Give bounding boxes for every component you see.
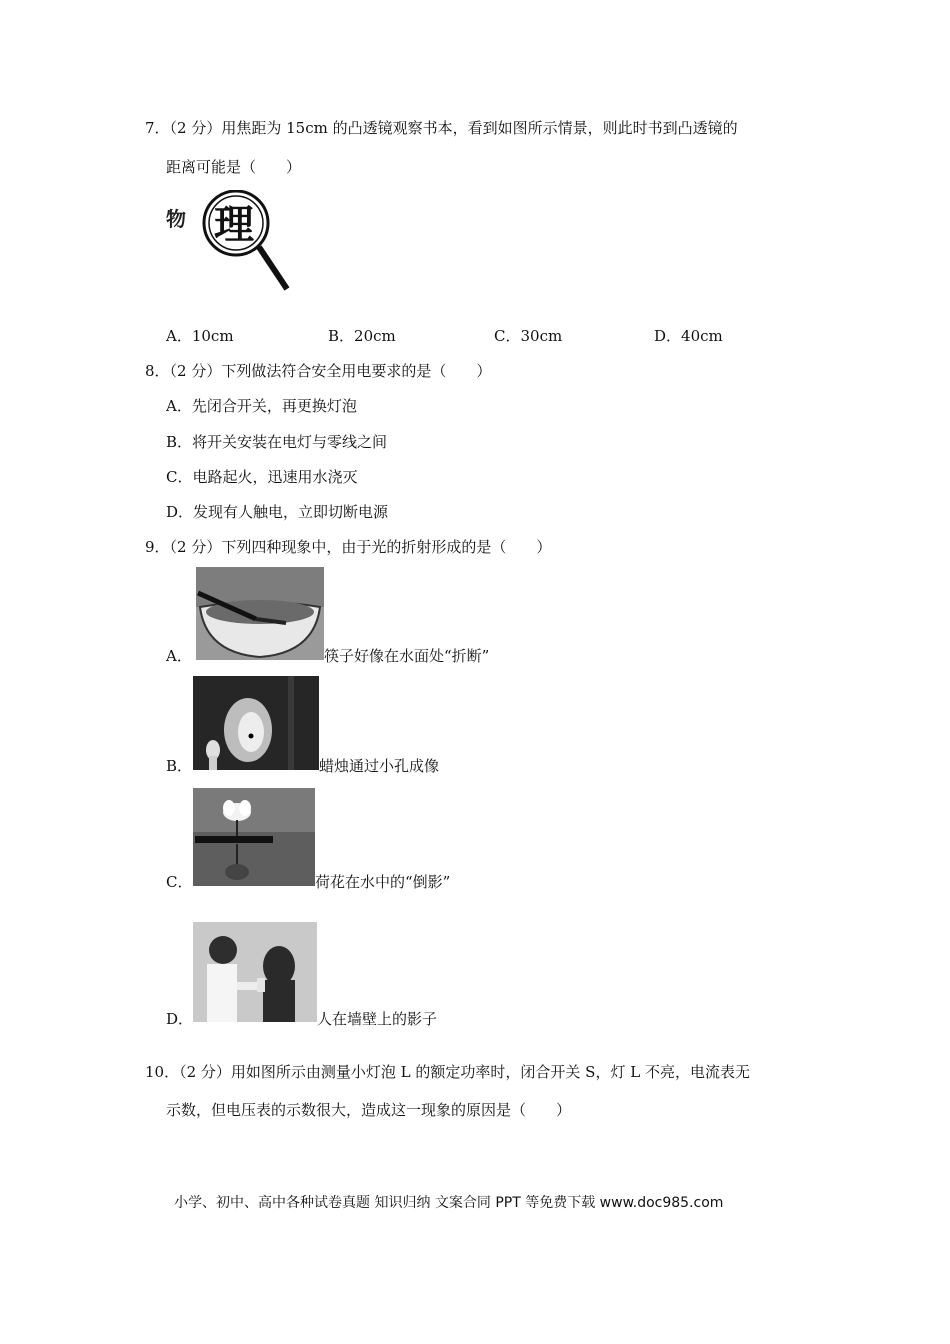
- q7-option-a: A．10cm: [166, 327, 234, 345]
- q7-small-char: 物: [166, 207, 186, 231]
- q9-photo-lotus: [193, 788, 315, 886]
- q9-option-a-caption: 筷子好像在水面处“折断”: [324, 647, 490, 665]
- q7-option-d: D．40cm: [654, 327, 723, 345]
- q7-stem-line2: 距离可能是（ ）: [166, 158, 302, 176]
- q9-option-d-letter: D．: [166, 1010, 194, 1028]
- q10-stem-line1: 10．（2 分）用如图所示由测量小灯泡 L 的额定功率时，闭合开关 S，灯 L 不亮，电流表无: [145, 1063, 750, 1081]
- q9-option-b-letter: B．: [166, 757, 193, 775]
- q7-option-b: B．20cm: [328, 327, 396, 345]
- q8-option-d: D．发现有人触电，立即切断电源: [166, 503, 389, 521]
- q9-photo-shadow: [193, 922, 317, 1022]
- q7-big-char: 理: [214, 202, 254, 248]
- q8-option-a: A．先闭合开关，再更换灯泡: [166, 397, 357, 415]
- q9-photo-candle-pinhole: [193, 676, 319, 770]
- q9-photo-chopsticks: [196, 567, 324, 660]
- q9-option-d-caption: 人在墙壁上的影子: [317, 1010, 438, 1028]
- q8-option-c: C．电路起火，迅速用水浇灭: [166, 468, 358, 486]
- q8-option-b: B．将开关安装在电灯与零线之间: [166, 433, 388, 451]
- q7-option-c: C．30cm: [494, 327, 563, 345]
- q9-option-c-letter: C．: [166, 873, 193, 891]
- q8-stem: 8．（2 分）下列做法符合安全用电要求的是（ ）: [145, 362, 492, 380]
- q9-option-a-letter: A．: [166, 647, 192, 665]
- q10-stem-line2: 示数，但电压表的示数很大，造成这一现象的原因是（ ）: [166, 1101, 572, 1119]
- q9-stem: 9．（2 分）下列四种现象中，由于光的折射形成的是（ ）: [145, 538, 552, 556]
- q9-option-c-caption: 荷花在水中的“倒影”: [315, 873, 451, 891]
- q7-figure-magnifier: [166, 190, 296, 294]
- q7-stem-line1: 7．（2 分）用焦距为 15cm 的凸透镜观察书本，看到如图所示情景，则此时书到凸透镜的: [145, 119, 738, 137]
- page-footer: 小学、初中、高中各种试卷真题 知识归纳 文案合同 PPT 等免费下载 www.doc985.com: [174, 1195, 724, 1211]
- q9-option-b-caption: 蜡烛通过小孔成像: [319, 757, 440, 775]
